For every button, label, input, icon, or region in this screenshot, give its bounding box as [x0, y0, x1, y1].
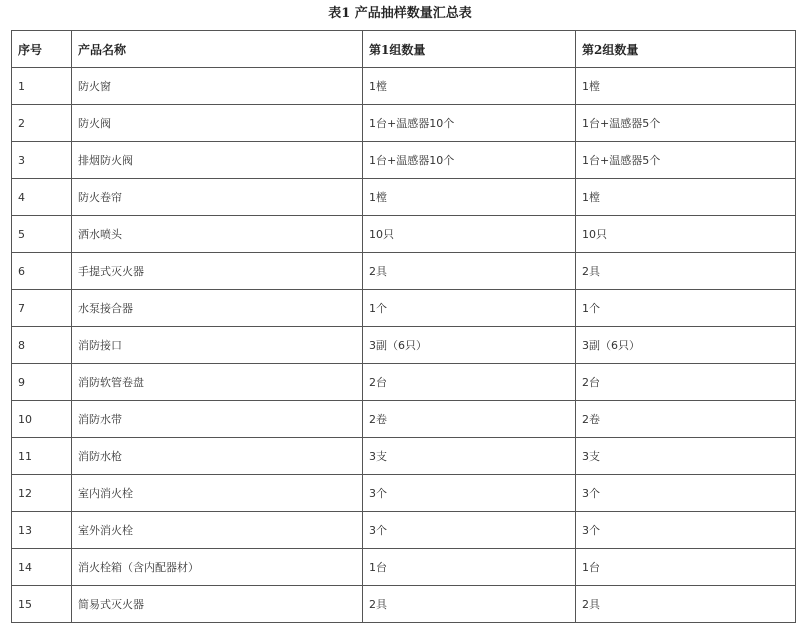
- cell-group1-quantity: 2台: [363, 364, 576, 401]
- cell-group1-quantity: 3副（6只）: [363, 327, 576, 364]
- cell-product-name: 手提式灭火器: [72, 253, 363, 290]
- table-row: [12, 216, 796, 253]
- cell-index: 8: [12, 327, 72, 364]
- cell-product-name: 消防软管卷盘: [72, 364, 363, 401]
- cell-index: 9: [12, 364, 72, 401]
- cell-group1-quantity: 3支: [363, 438, 576, 475]
- table-row: [12, 253, 796, 290]
- table-row: [12, 586, 796, 623]
- cell-product-name: 防火卷帘: [72, 179, 363, 216]
- cell-group1-quantity: 1樘: [363, 68, 576, 105]
- cell-index: 4: [12, 179, 72, 216]
- cell-product-name: 防火阀: [72, 105, 363, 142]
- table-row: [12, 179, 796, 216]
- table-row: [12, 401, 796, 438]
- cell-index: 13: [12, 512, 72, 549]
- table-row: [12, 290, 796, 327]
- cell-product-name: 消防水枪: [72, 438, 363, 475]
- header-index: 序号: [12, 31, 72, 68]
- header-group1-quantity: 第1组数量: [363, 31, 576, 68]
- cell-product-name: 简易式灭火器: [72, 586, 363, 623]
- cell-index: 12: [12, 475, 72, 512]
- cell-product-name: 消火栓箱（含内配器材）: [72, 549, 363, 586]
- cell-group1-quantity: 1樘: [363, 179, 576, 216]
- cell-group2-quantity: 2具: [576, 586, 796, 623]
- cell-index: 5: [12, 216, 72, 253]
- cell-index: 1: [12, 68, 72, 105]
- table-header-row: [12, 31, 796, 68]
- cell-index: 15: [12, 586, 72, 623]
- cell-group2-quantity: 1台+温感器5个: [576, 142, 796, 179]
- cell-index: 6: [12, 253, 72, 290]
- cell-group2-quantity: 3个: [576, 475, 796, 512]
- sampling-quantity-table: [11, 30, 796, 623]
- table-title: 表1 产品抽样数量汇总表: [328, 6, 472, 21]
- table-body: [12, 68, 796, 623]
- table-row: [12, 327, 796, 364]
- cell-group2-quantity: 2具: [576, 253, 796, 290]
- cell-group2-quantity: 1台: [576, 549, 796, 586]
- cell-group1-quantity: 2卷: [363, 401, 576, 438]
- table-row: [12, 438, 796, 475]
- cell-group2-quantity: 1樘: [576, 68, 796, 105]
- table-row: [12, 549, 796, 586]
- cell-group1-quantity: 2具: [363, 253, 576, 290]
- cell-group2-quantity: 3个: [576, 512, 796, 549]
- cell-product-name: 消防水带: [72, 401, 363, 438]
- header-group2-quantity: 第2组数量: [576, 31, 796, 68]
- cell-product-name: 洒水喷头: [72, 216, 363, 253]
- header-product-name: 产品名称: [72, 31, 363, 68]
- cell-product-name: 排烟防火阀: [72, 142, 363, 179]
- cell-group2-quantity: 3副（6只）: [576, 327, 796, 364]
- table-row: [12, 142, 796, 179]
- cell-index: 11: [12, 438, 72, 475]
- cell-product-name: 防火窗: [72, 68, 363, 105]
- cell-index: 7: [12, 290, 72, 327]
- cell-product-name: 消防接口: [72, 327, 363, 364]
- cell-group2-quantity: 1个: [576, 290, 796, 327]
- cell-product-name: 水泵接合器: [72, 290, 363, 327]
- cell-product-name: 室内消火栓: [72, 475, 363, 512]
- cell-index: 14: [12, 549, 72, 586]
- table-row: [12, 512, 796, 549]
- cell-product-name: 室外消火栓: [72, 512, 363, 549]
- table-row: [12, 364, 796, 401]
- cell-group1-quantity: 1台: [363, 549, 576, 586]
- cell-group2-quantity: 1台+温感器5个: [576, 105, 796, 142]
- cell-index: 10: [12, 401, 72, 438]
- cell-group2-quantity: 2卷: [576, 401, 796, 438]
- cell-group2-quantity: 1樘: [576, 179, 796, 216]
- cell-group1-quantity: 3个: [363, 475, 576, 512]
- cell-group1-quantity: 1台+温感器10个: [363, 142, 576, 179]
- cell-group2-quantity: 10只: [576, 216, 796, 253]
- cell-group2-quantity: 3支: [576, 438, 796, 475]
- table-row: [12, 105, 796, 142]
- table-row: [12, 475, 796, 512]
- table-row: [12, 68, 796, 105]
- cell-group1-quantity: 2具: [363, 586, 576, 623]
- cell-group1-quantity: 1个: [363, 290, 576, 327]
- cell-index: 2: [12, 105, 72, 142]
- cell-group1-quantity: 1台+温感器10个: [363, 105, 576, 142]
- cell-index: 3: [12, 142, 72, 179]
- cell-group2-quantity: 2台: [576, 364, 796, 401]
- cell-group1-quantity: 10只: [363, 216, 576, 253]
- cell-group1-quantity: 3个: [363, 512, 576, 549]
